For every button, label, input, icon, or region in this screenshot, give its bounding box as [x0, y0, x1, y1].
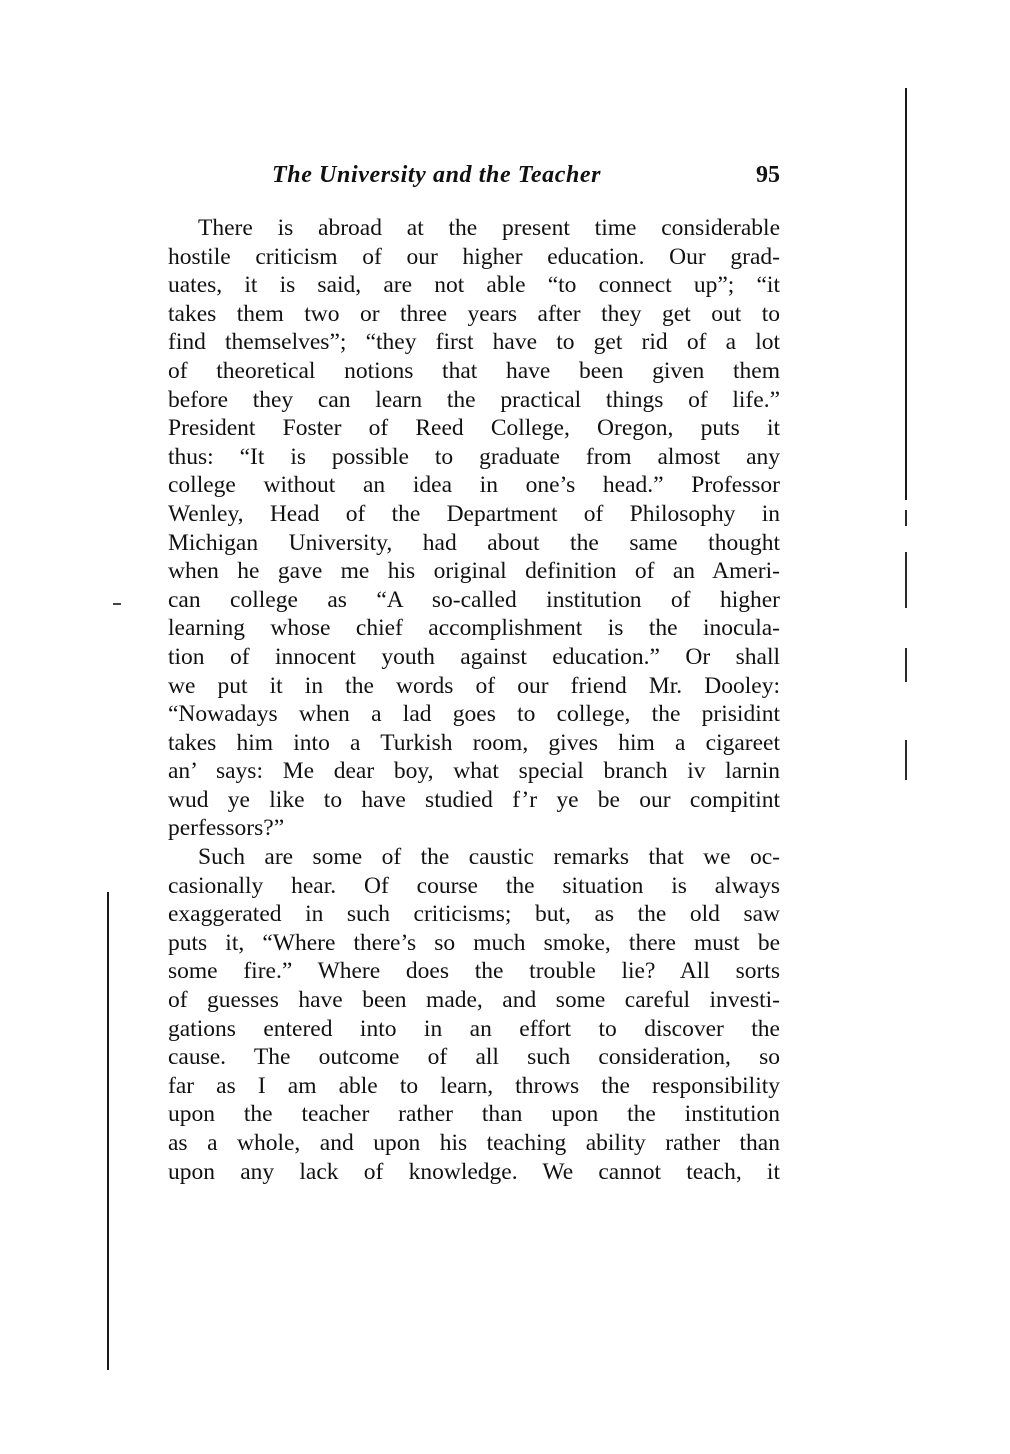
- text-line: cause. The outcome of all such consideration, so: [168, 1044, 780, 1071]
- text-line: Michigan University, had about the same thought: [168, 529, 780, 556]
- page-number: 95: [756, 162, 780, 188]
- text-line: some fire.” Where does the trouble lie? All sorts: [168, 958, 780, 985]
- text-line: There is abroad at the present time considerable: [198, 215, 780, 241]
- text-line: an’ says: Me dear boy, what special branch iv larnin: [168, 758, 780, 785]
- text-line: puts it, “Where there’s so much smoke, there must be: [168, 929, 780, 956]
- scan-edge-line-left: [107, 892, 109, 1370]
- text-line: when he gave me his original definition of an Ameri-: [168, 558, 780, 585]
- text-line: takes them two or three years after they get out to: [168, 300, 780, 327]
- text-line: wud ye like to have studied f’r ye be our compitint: [168, 786, 780, 813]
- text-line: perfessors?”: [168, 815, 285, 842]
- paragraph: [168, 843, 780, 1186]
- text-line: “Nowadays when a lad goes to college, the prisidint: [168, 701, 780, 728]
- scan-edge-mark-right: [905, 510, 907, 526]
- text-line: college without an idea in one’s head.” Professor: [168, 472, 780, 499]
- scan-edge-mark-right: [905, 740, 907, 780]
- text-line: can college as “A so-called institution of higher: [168, 586, 780, 613]
- text-line: upon the teacher rather than upon the institution: [168, 1101, 780, 1128]
- text-line: gations entered into in an effort to discover the: [168, 1015, 780, 1042]
- text-line: upon any lack of knowledge. We cannot teach, it: [168, 1158, 780, 1185]
- scan-edge-mark-right: [905, 648, 907, 682]
- scan-edge-mark-right: [905, 552, 907, 608]
- text-line: uates, it is said, are not able “to connect up”; “it: [168, 272, 780, 299]
- text-line: learning whose chief accomplishment is the inocula-: [168, 615, 780, 642]
- text-line: we put it in the words of our friend Mr. Dooley:: [168, 672, 780, 699]
- text-line: tion of innocent youth against education.” Or shall: [168, 643, 780, 670]
- running-head: [168, 162, 780, 198]
- running-title: The University and the Teacher: [272, 162, 602, 188]
- text-line: Such are some of the caustic remarks that we oc-: [198, 844, 780, 871]
- text-line: of guesses have been made, and some careful investi-: [168, 987, 780, 1014]
- body-text: [168, 214, 780, 1186]
- text-line: as a whole, and upon his teaching ability rather than: [168, 1130, 780, 1156]
- scan-edge-line-right: [905, 88, 907, 500]
- scan-edge-dash-left: [113, 603, 121, 605]
- text-line: find themselves”; “they first have to get rid of a lot: [168, 329, 780, 356]
- text-line: far as I am able to learn, throws the responsibility: [168, 1072, 780, 1099]
- text-line: hostile criticism of our higher education. Our grad-: [168, 243, 780, 270]
- paragraph: [168, 214, 780, 843]
- text-line: thus: “It is possible to graduate from almost any: [168, 443, 780, 470]
- text-line: Wenley, Head of the Department of Philosophy in: [168, 500, 780, 527]
- text-line: President Foster of Reed College, Oregon, puts it: [168, 415, 780, 442]
- text-line: exaggerated in such criticisms; but, as the old saw: [168, 901, 780, 928]
- text-line: casionally hear. Of course the situation is always: [168, 872, 780, 899]
- text-line: of theoretical notions that have been given them: [168, 357, 780, 384]
- text-line: before they can learn the practical things of life.”: [168, 386, 780, 413]
- text-line: takes him into a Turkish room, gives him a cigareet: [168, 729, 780, 756]
